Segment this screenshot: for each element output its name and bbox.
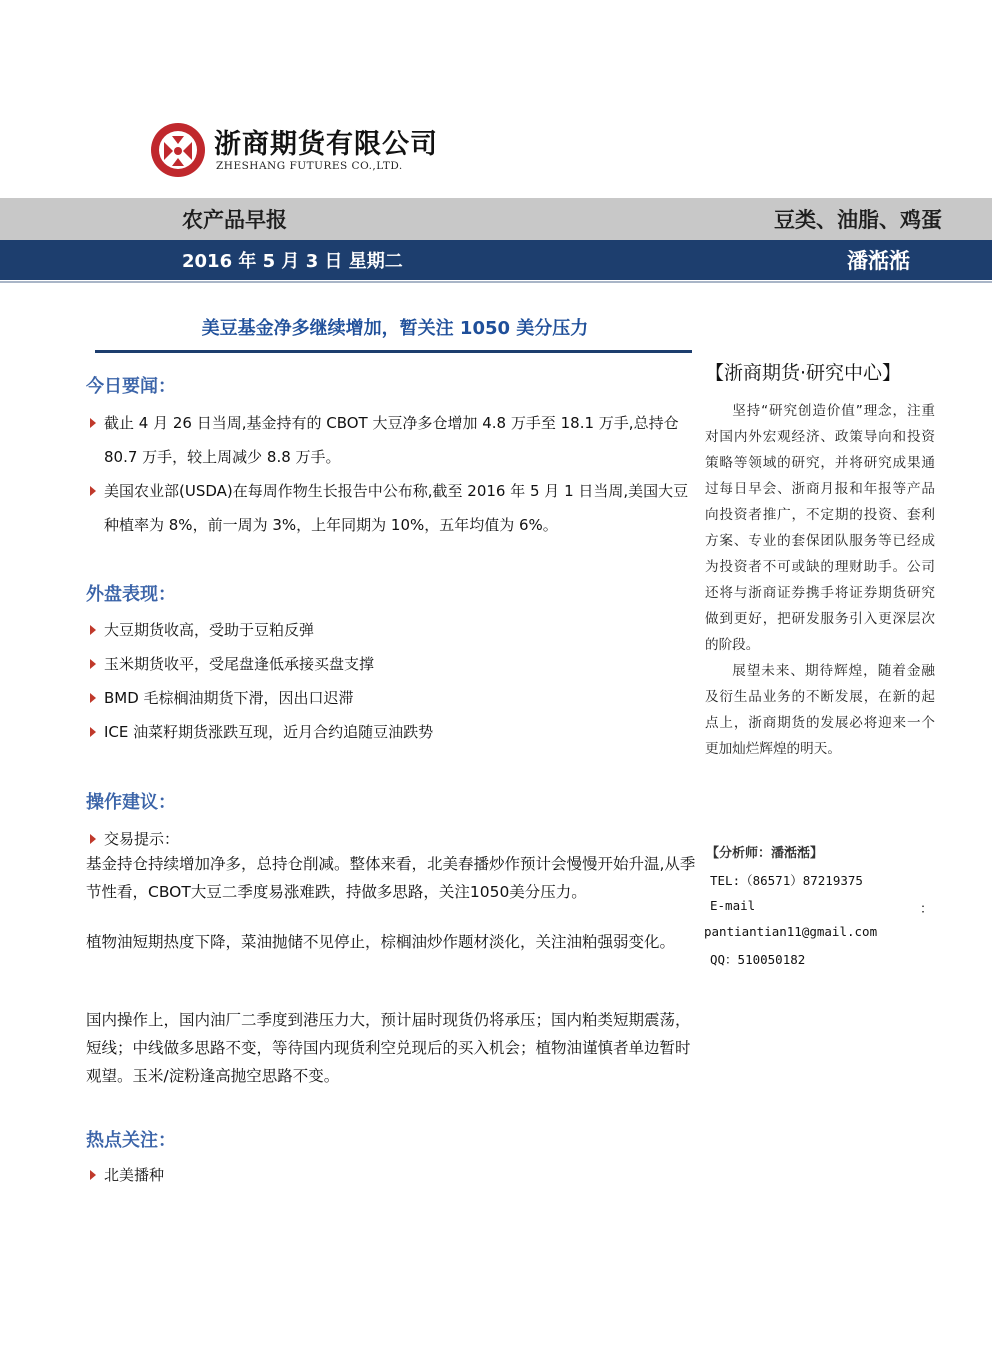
advice-paragraph: 国内操作上，国内油厂二季度到港压力大，预计届时现货仍将承压；国内粕类短期震荡，短线；中线做多思路不变，等待国内现货利空兑现后的买入机会；植物油谨慎者单边暂时观望。玉米/淀粉逢高抛空思路不变。 [86, 1011, 691, 1085]
analyst-email[interactable]: pantiantian11@gmail.com [704, 924, 878, 939]
market-item-text: BMD 毛棕榈油期货下滑，因出口迟滞 [104, 689, 354, 707]
market-item [90, 613, 700, 647]
section-title-external-markets: 外盘表现： [86, 584, 176, 605]
report-author: 潘湉湉 [847, 249, 910, 273]
headline-rule [95, 350, 692, 353]
logo-company-name-en: ZHESHANG FUTURES CO.,LTD. [216, 160, 403, 172]
market-item [90, 647, 700, 681]
market-item-text: ICE 油菜籽期货涨跌互现，近月合约追随豆油跌势 [104, 723, 434, 741]
market-item [90, 681, 700, 715]
section-title-today-news: 今日要闻： [86, 376, 176, 397]
analyst-qq: QQ：510050182 [710, 952, 806, 967]
market-item-text: 大豆期货收高，受助于豆粕反弹 [104, 621, 315, 639]
advice-paragraph: 植物油短期热度下降，菜油抛储不见停止，棕榈油炒作题材淡化，关注油粕强弱变化。 [86, 933, 676, 951]
report-type: 农产品早报 [182, 208, 287, 232]
report-categories: 豆类、油脂、鸡蛋 [774, 208, 942, 232]
report-date: 2016 年 5 月 3 日 星期二 [182, 251, 403, 272]
bullet-arrow-icon [90, 625, 96, 635]
hotspot-item [90, 1158, 700, 1192]
report-headline: 美豆基金净多继续增加，暂关注 1050 美分压力 [201, 318, 589, 339]
bullet-arrow-icon [90, 486, 96, 496]
market-item [90, 715, 700, 749]
bullet-arrow-icon [90, 727, 96, 737]
analyst-label: 【分析师：潘湉湉】 [706, 846, 824, 861]
company-logo [150, 120, 450, 180]
bullet-arrow-icon [90, 659, 96, 669]
sidebar-intro [705, 398, 935, 762]
sidebar-title: 【浙商期货·研究中心】 [705, 362, 902, 384]
market-item-text: 玉米期货收平，受尾盘逢低承接买盘支撑 [104, 655, 375, 673]
advice-paragraph: 基金持仓持续增加净多，总持仓削减。整体来看，北美春播炒作预计会慢慢开始升温,从季节性看，CBOT大豆二季度易涨难跌，持做多思路，关注1050美分压力。 [86, 855, 696, 901]
banner-navy-bar [0, 240, 992, 280]
news-item [90, 474, 700, 542]
bullet-arrow-icon [90, 1170, 96, 1180]
sidebar-paragraph: 展望未来、期待辉煌，随着金融及衍生品业务的不断发展，在新的起点上，浙商期货的发展必将迎来一个更加灿烂辉煌的明天。 [705, 663, 935, 757]
logo-company-name-cn: 浙商期货有限公司 [214, 129, 438, 160]
bullet-arrow-icon [90, 693, 96, 703]
bullet-arrow-icon [90, 418, 96, 428]
news-item-text: 截止 4 月 26 日当周,基金持有的 CBOT 大豆净多仓增加 4.8 万手至 18.1 万手,总持仓 80.7 万手，较上周减少 8.8 万手。 [104, 414, 679, 466]
news-item [90, 406, 700, 474]
section-title-advice: 操作建议： [86, 792, 176, 813]
hotspot-item-text: 北美播种 [104, 1166, 165, 1184]
section-title-hotspot: 热点关注： [86, 1130, 176, 1151]
news-item-text: 美国农业部(USDA)在每周作物生长报告中公布称,截至 2016 年 5 月 1 日当周,美国大豆种植率为 8%，前一周为 3%，上年同期为 10%，五年均值为 6%。 [104, 482, 689, 534]
zheshang-logo-icon [150, 122, 206, 178]
analyst-email-label: E-mail [710, 898, 756, 913]
trade-tip-label: 交易提示： [104, 830, 180, 848]
sidebar-paragraph: 坚持“研究创造价值”理念，注重对国内外宏观经济、政策导向和投资策略等领域的研究，并将研究成果通过每日早会、浙商月报和年报等产品向投资者推广，不定期的投资、套利方案、专业的套保团队服务等已经成为投资者不可或缺的理财助手。公司还将与浙商证券携手将证券期货研究做到更好，把研发服务引入更深层次的阶段。 [705, 403, 935, 653]
banner-underline [0, 281, 992, 283]
bullet-arrow-icon [90, 834, 96, 844]
analyst-tel: TEL:（86571）87219375 [710, 873, 863, 888]
analyst-email-colon: ： [920, 902, 934, 917]
